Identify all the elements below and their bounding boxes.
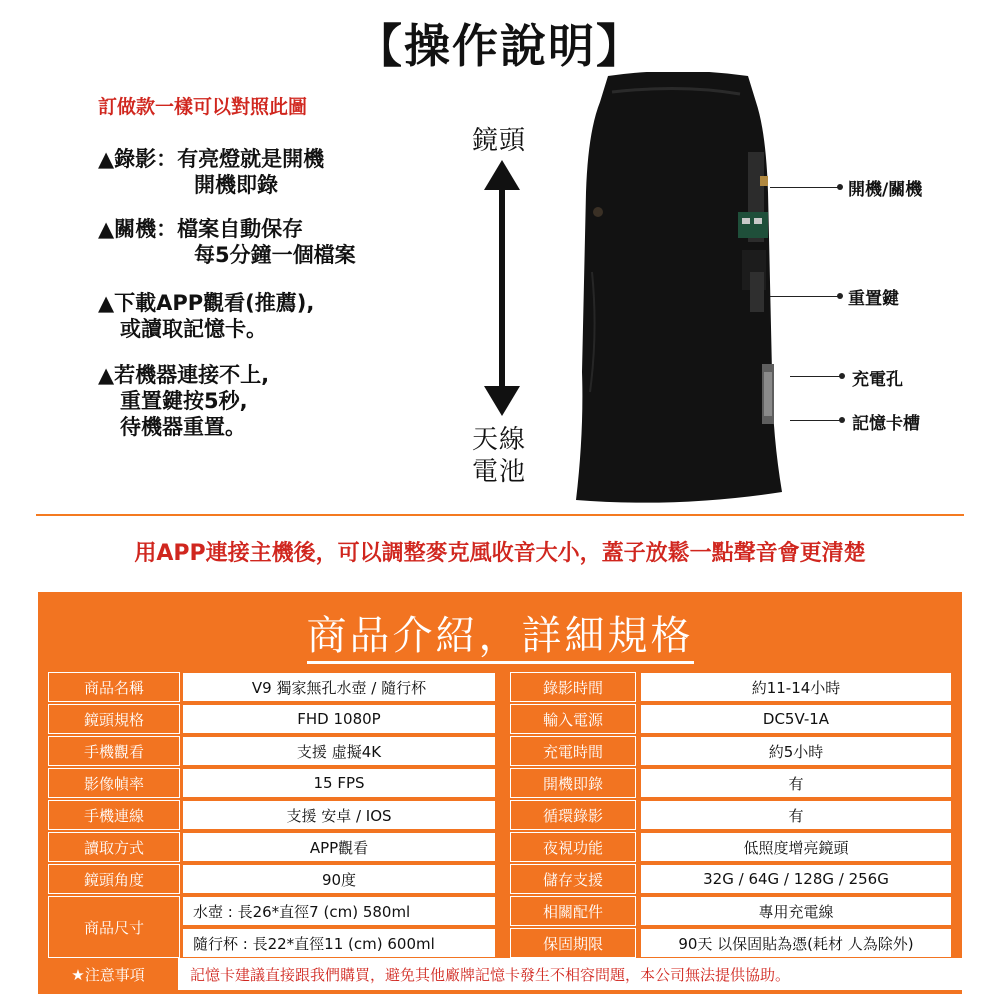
spec-label: 鏡頭角度	[48, 864, 180, 894]
spec-value: 低照度增亮鏡頭	[640, 832, 952, 862]
callout-line	[770, 187, 840, 188]
spec-value: 約5小時	[640, 736, 952, 766]
reset-callout-label: 重置鍵	[848, 289, 899, 309]
spec-value: 支援 虛擬4K	[182, 736, 496, 766]
instruction-power-off	[98, 216, 356, 268]
spec-label: 儲存支援	[510, 864, 636, 894]
instruction-line: 待機器重置。	[120, 415, 246, 439]
spec-title	[0, 604, 1000, 661]
spec-label: 手機連線	[48, 800, 180, 830]
spec-value: 32G / 64G / 128G / 256G	[640, 864, 952, 894]
callout-line	[770, 296, 840, 297]
power-callout-label: 開機/關機	[848, 180, 923, 200]
instruction-line: ▲錄影：有亮燈就是開機	[98, 147, 325, 171]
notice-text: 記憶卡建議直接跟我們購買，避免其他廠牌記憶卡發生不相容問題，本公司無法提供協助。	[178, 958, 962, 990]
instruction-line: ▲關機：檔案自動保存	[98, 217, 304, 241]
callout-dot	[839, 417, 845, 423]
spec-value: 90度	[182, 864, 496, 894]
spec-value: 90天 以保固貼為憑(耗材 人為除外)	[640, 928, 952, 958]
battery-label: 電池	[472, 457, 527, 487]
spec-value: 水壺 : 長26*直徑7 (cm) 580ml	[182, 896, 496, 926]
spec-label: 保固期限	[510, 928, 636, 958]
custom-order-note: 訂做款一樣可以對照此圖	[98, 96, 308, 118]
spec-value: DC5V-1A	[640, 704, 952, 734]
instruction-line: 開機即錄	[194, 173, 278, 197]
callout-dot	[837, 293, 843, 299]
spec-label: 商品名稱	[48, 672, 180, 702]
spec-value: 專用充電線	[640, 896, 952, 926]
double-arrow-icon	[484, 160, 520, 416]
callout-line	[790, 420, 842, 421]
spec-label: 輸入電源	[510, 704, 636, 734]
charge-port-callout-label: 充電孔	[852, 370, 903, 390]
instruction-app	[98, 290, 314, 342]
spec-value: 15 FPS	[182, 768, 496, 798]
instruction-line: 重置鍵按5秒,	[120, 389, 248, 413]
spec-title-text: 商品介紹，詳細規格	[307, 613, 694, 664]
lens-direction-label: 鏡頭	[472, 126, 527, 156]
divider	[36, 514, 964, 516]
spec-label: 錄影時間	[510, 672, 636, 702]
spec-value: FHD 1080P	[182, 704, 496, 734]
page-title: 【操作說明】	[356, 19, 644, 73]
spec-value: APP觀看	[182, 832, 496, 862]
card-slot-callout-label: 記憶卡槽	[852, 414, 920, 434]
spec-label: 手機觀看	[48, 736, 180, 766]
spec-value: 隨行杯 : 長22*直徑11 (cm) 600ml	[182, 928, 496, 958]
spec-label: 夜視功能	[510, 832, 636, 862]
spec-label: 影像幀率	[48, 768, 180, 798]
spec-label: 開機即錄	[510, 768, 636, 798]
spec-label: 相關配件	[510, 896, 636, 926]
spec-value: 約11-14小時	[640, 672, 952, 702]
spec-label: 鏡頭規格	[48, 704, 180, 734]
callout-line	[790, 376, 842, 377]
instruction-reset	[98, 362, 269, 440]
spec-label: 循環錄影	[510, 800, 636, 830]
instruction-line: ▲下載APP觀看(推薦),	[98, 291, 315, 315]
spec-label: 商品尺寸	[48, 896, 180, 958]
instruction-line: ▲若機器連接不上,	[98, 363, 270, 387]
callout-dot	[839, 373, 845, 379]
callout-dot	[837, 184, 843, 190]
spec-value: V9 獨家無孔水壺 / 隨行杯	[182, 672, 496, 702]
device-photo	[572, 72, 784, 504]
spec-label: 充電時間	[510, 736, 636, 766]
spec-label: 讀取方式	[48, 832, 180, 862]
instruction-record	[98, 146, 324, 198]
spec-value: 有	[640, 768, 952, 798]
instruction-line: 每5分鐘一個檔案	[194, 243, 356, 267]
spec-value: 支援 安卓 / IOS	[182, 800, 496, 830]
notice-label: ★注意事項	[71, 965, 145, 984]
microphone-note: 用APP連接主機後，可以調整麥克風收音大小，蓋子放鬆一點聲音會更清楚	[134, 541, 866, 566]
spec-value: 有	[640, 800, 952, 830]
antenna-label: 天線	[472, 425, 527, 455]
instruction-line: 或讀取記憶卡。	[120, 317, 267, 341]
antenna-battery-direction-label	[472, 424, 526, 488]
